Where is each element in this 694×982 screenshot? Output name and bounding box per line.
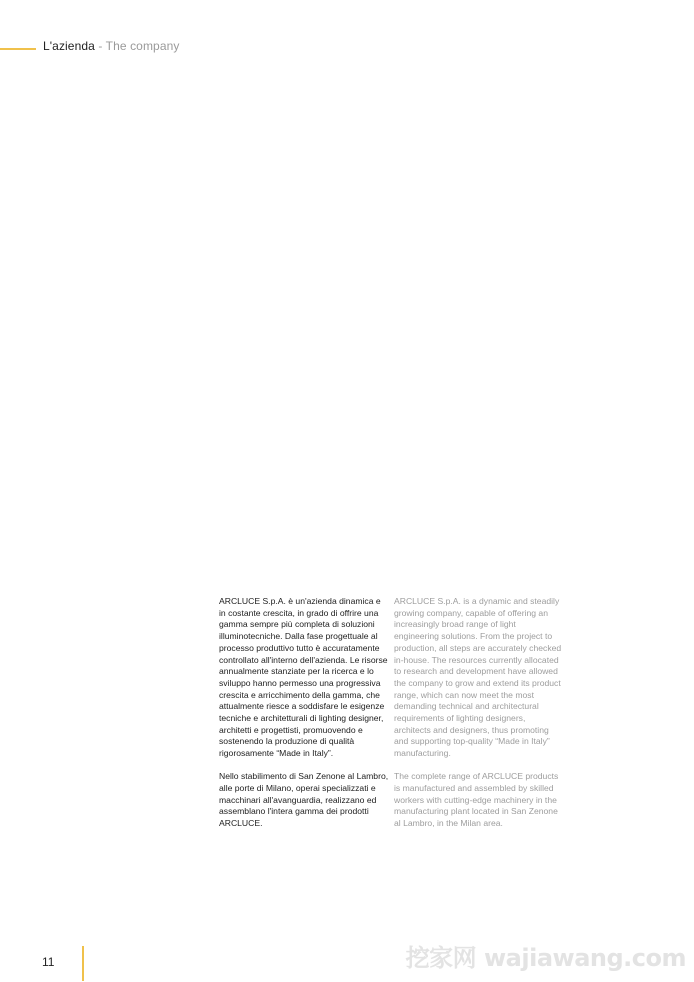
header-accent-rule bbox=[0, 48, 36, 50]
section-title bbox=[43, 39, 179, 53]
section-title-italian: L'azienda bbox=[43, 39, 95, 53]
footer-accent-rule bbox=[82, 946, 84, 981]
english-paragraph-2: The complete range of ARCLUCE products is manufactured and assembled by skilled workers with cutting-edge machinery in the manufacturing plant located in San Zenone al Lambro, in the Milan area. bbox=[394, 771, 559, 829]
english-text-column bbox=[394, 596, 562, 841]
italian-text-column bbox=[219, 596, 389, 841]
italian-paragraph-1: ARCLUCE S.p.A. è un'azienda dinamica e in costante crescita, in grado di offrire una gamma sempre più completa di soluzioni illuminotecniche. Dalla fase progettuale al processo produttivo tutto è accuratamente controllato all'interno dell'azienda. Le risorse annualmente stanziate per la ricerca e lo sviluppo hanno permesso una progressiva crescita e arricchimento della gamma, che attualmente riesce a soddisfare le esigenze tecniche e architetturali di lighting designer, architetti e progettisti, promuovendo e sostenendo la produzione di qualità rigorosamente “Made in Italy”. bbox=[219, 596, 388, 759]
watermark-logo: 挖家网 wajiawang.com bbox=[405, 944, 686, 972]
english-paragraph-1: ARCLUCE S.p.A. is a dynamic and steadily growing company, capable of offering an increasingly broad range of light engineering solutions. From the project to production, all steps are accurately checked in-house. The resources currently allocated to research and development have allowed the company to grow and extend its product range, which can now meet the most demanding technical and architectural requirements of lighting designers, architects and designers, thus promoting and supporting top-quality “Made in Italy” manufacturing. bbox=[394, 596, 562, 759]
section-title-english: The company bbox=[105, 39, 180, 53]
page-number: 11 bbox=[42, 955, 55, 969]
italian-paragraph-2: Nello stabilimento di San Zenone al Lambro, alle porte di Milano, operai specializzati e macchinari all'avanguardia, realizzano ed assemblano l'intera gamma dei prodotti ARCLUCE. bbox=[219, 771, 389, 829]
section-title-separator: - bbox=[98, 39, 103, 53]
